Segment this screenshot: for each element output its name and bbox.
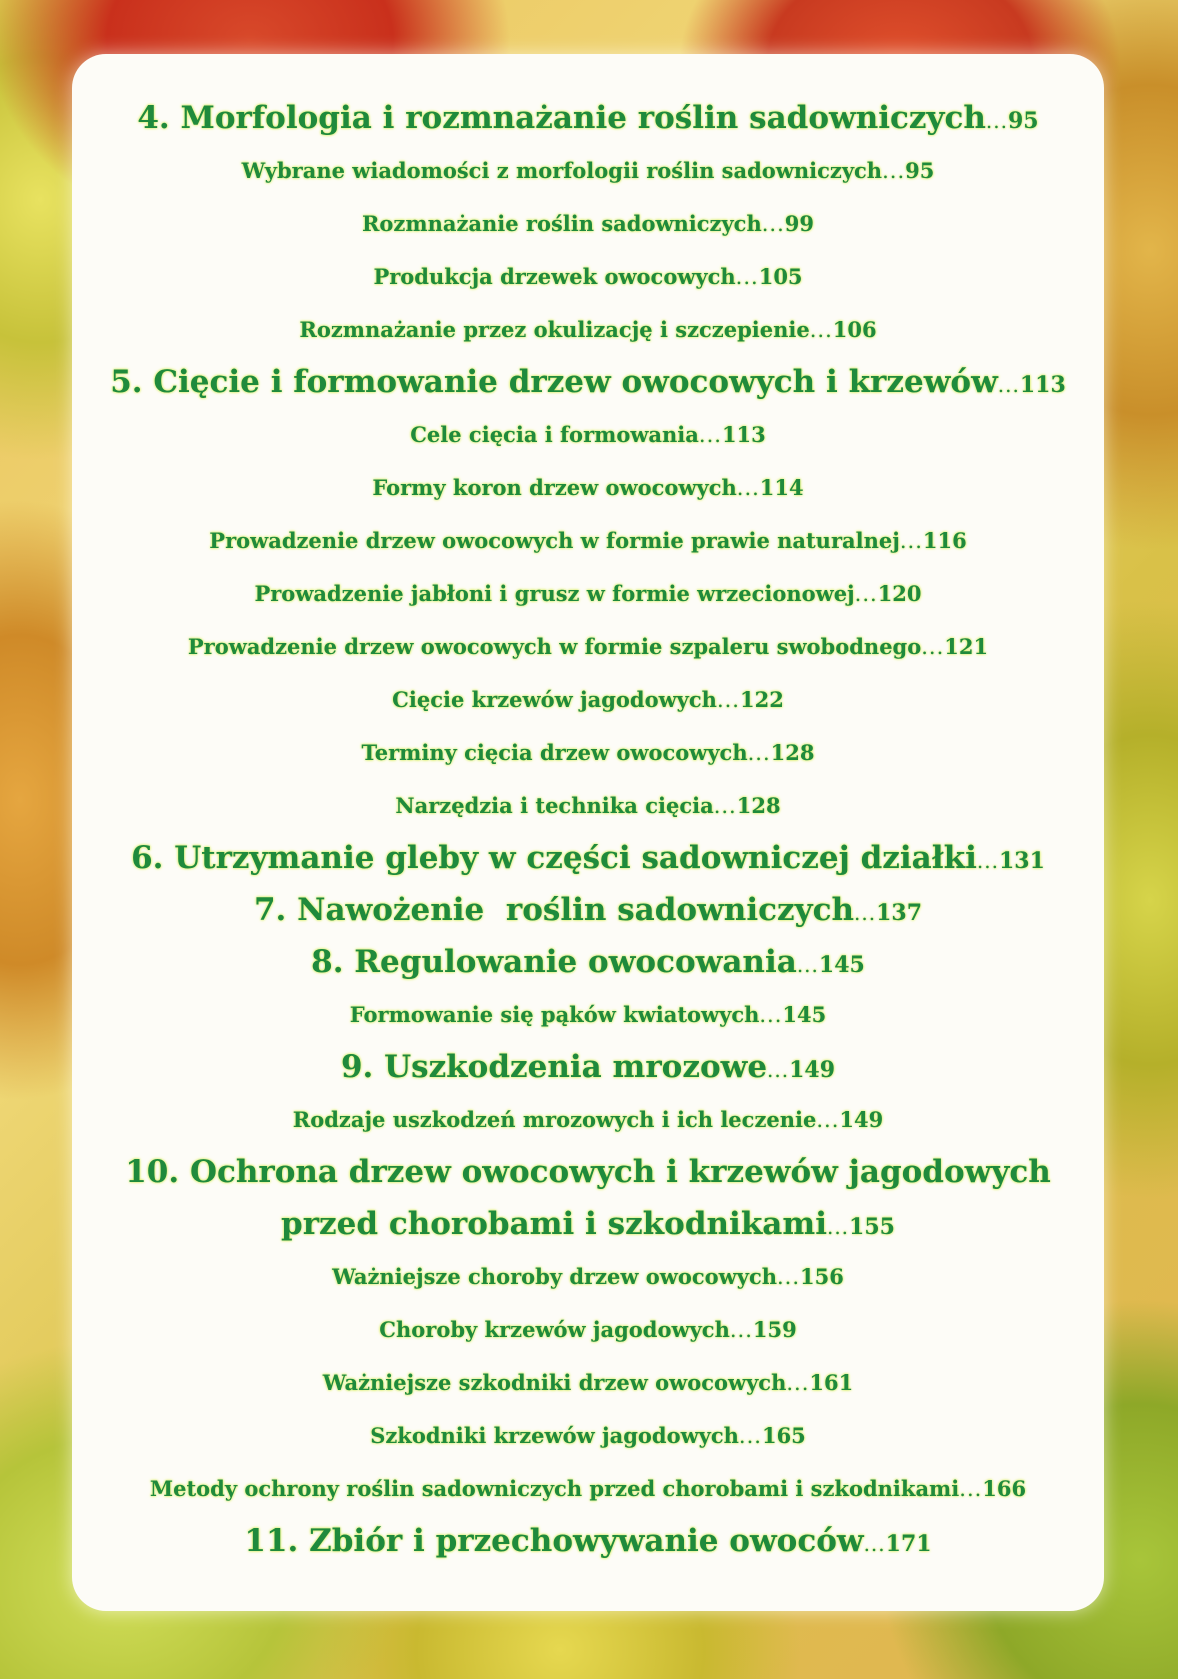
toc-page-number: 155	[849, 1214, 895, 1240]
toc-entry	[72, 408, 1104, 461]
toc-leader: ...	[729, 1318, 753, 1342]
toc-entry	[72, 144, 1104, 197]
toc-page-number: 166	[982, 1476, 1027, 1501]
toc-entry-title: Metody ochrony roślin sadowniczych przed chorobami i szkodnikami	[149, 1476, 960, 1501]
toc-page-number: 171	[885, 1531, 932, 1557]
toc-entry-title: Terminy cięcia drzew owocowych	[361, 740, 748, 765]
toc-leader: ...	[767, 1058, 790, 1082]
toc-page-number: 128	[770, 740, 815, 765]
toc-leader: ...	[959, 1477, 983, 1501]
toc-leader: ...	[777, 1265, 801, 1289]
toc-leader: ...	[854, 901, 877, 925]
toc-leader: ...	[738, 1424, 762, 1448]
toc-page-number: 149	[789, 1057, 836, 1083]
toc-entry	[72, 620, 1104, 673]
toc-leader: ...	[747, 741, 771, 765]
toc-page-number: 165	[761, 1423, 806, 1448]
toc-entry-title: 5. Cięcie i formowanie drzew owocowych i krzewów	[110, 364, 998, 400]
toc-page-number: 105	[758, 264, 803, 289]
toc-entry	[72, 832, 1104, 884]
toc-leader: ...	[985, 109, 1008, 133]
toc-entry	[72, 1356, 1104, 1409]
toc-entry	[72, 197, 1104, 250]
toc-page-number: 145	[782, 1002, 827, 1027]
toc-entry-title: Prowadzenie drzew owocowych w formie szpaleru swobodnego	[187, 634, 922, 659]
toc-entry-title: Ważniejsze choroby drzew owocowych	[332, 1264, 777, 1289]
toc-page-number: 149	[839, 1107, 884, 1132]
toc-entry-title: Rozmnażanie przez okulizację i szczepienie	[299, 317, 810, 342]
toc-leader: ...	[796, 953, 819, 977]
toc-entry	[72, 779, 1104, 832]
toc-page-number: 122	[739, 687, 784, 712]
toc-page-number: 161	[809, 1370, 854, 1395]
toc-entry	[72, 461, 1104, 514]
toc-page-number: 159	[752, 1317, 797, 1342]
toc-entry-title: Formy koron drzew owocowych	[372, 475, 737, 500]
toc-entry	[72, 1093, 1104, 1146]
toc-entry	[72, 1462, 1104, 1515]
toc-entry	[72, 1303, 1104, 1356]
toc-page-number: 120	[877, 581, 922, 606]
toc-entry-title: Szkodniki krzewów jagodowych	[370, 1423, 739, 1448]
toc-page-number: 113	[721, 422, 766, 447]
toc-entry-title: 9. Uszkodzenia mrozowe	[340, 1049, 768, 1085]
toc-entry-title: Wybrane wiadomości z morfologii roślin sadowniczych	[241, 158, 883, 183]
toc-leader: ...	[863, 1532, 886, 1556]
toc-entry-title: Cięcie krzewów jagodowych	[392, 687, 717, 712]
toc-entry	[72, 1041, 1104, 1093]
toc-page-number: 106	[832, 317, 877, 342]
toc-entry-title: 4. Morfologia i rozmnażanie roślin sadowniczych	[137, 100, 986, 136]
toc-page-number: 137	[876, 900, 923, 926]
toc-leader: ...	[698, 423, 722, 447]
toc-entry-title: 7. Nawożenie roślin sadowniczych	[253, 892, 855, 928]
toc-entry	[72, 1250, 1104, 1303]
toc-page-number: 99	[784, 211, 815, 236]
toc-page-number: 95	[1008, 108, 1039, 134]
table-of-contents	[72, 92, 1104, 1567]
toc-leader: ...	[882, 159, 906, 183]
toc-entry	[72, 673, 1104, 726]
toc-leader: ...	[761, 212, 785, 236]
toc-entry-title: Ważniejsze szkodniki drzew owocowych	[322, 1370, 787, 1395]
toc-entry	[72, 1198, 1104, 1250]
toc-entry-title: Prowadzenie drzew owocowych w formie prawie naturalnej	[209, 528, 900, 553]
toc-entry	[72, 726, 1104, 779]
toc-entry-title: Narzędzia i technika cięcia	[395, 793, 714, 818]
toc-page-number: 156	[800, 1264, 844, 1289]
toc-entry	[72, 884, 1104, 936]
toc-leader: ...	[809, 318, 833, 342]
toc-entry	[72, 514, 1104, 567]
toc-leader: ...	[899, 529, 923, 553]
toc-entry-title: Prowadzenie jabłoni i grusz w formie wrzecionowej	[254, 581, 855, 606]
toc-leader: ...	[736, 476, 760, 500]
toc-entry	[72, 1146, 1104, 1198]
toc-entry	[72, 988, 1104, 1041]
toc-page-number: 95	[905, 158, 935, 183]
toc-entry-title: przed chorobami i szkodnikami	[281, 1206, 827, 1242]
toc-leader: ...	[716, 688, 740, 712]
toc-entry-title: Rodzaje uszkodzeń mrozowych i ich leczenie	[292, 1107, 817, 1132]
toc-entry-title: Cele cięcia i formowania	[410, 422, 699, 447]
toc-leader: ...	[759, 1003, 783, 1027]
toc-entry	[72, 303, 1104, 356]
toc-page-number: 116	[922, 528, 967, 553]
toc-leader: ...	[735, 265, 759, 289]
toc-entry	[72, 92, 1104, 144]
toc-entry-title: Produkcja drzewek owocowych	[373, 264, 736, 289]
toc-leader: ...	[997, 373, 1020, 397]
toc-entry	[72, 356, 1104, 408]
toc-leader: ...	[826, 1215, 850, 1239]
toc-entry	[72, 250, 1104, 303]
toc-entry-title: 8. Regulowanie owocowania	[311, 944, 797, 980]
toc-leader: ...	[816, 1108, 840, 1132]
toc-leader: ...	[713, 794, 737, 818]
toc-leader: ...	[976, 849, 999, 873]
toc-page-number: 114	[759, 475, 804, 500]
toc-entry-title: Choroby krzewów jagodowych	[379, 1317, 730, 1342]
toc-page-number: 128	[736, 793, 781, 818]
toc-entry-title: 11. Zbiór i przechowywanie owoców	[244, 1523, 864, 1559]
toc-page-number: 113	[1019, 372, 1066, 398]
toc-entry-title: 6. Utrzymanie gleby w części sadowniczej działki	[131, 840, 977, 876]
toc-entry	[72, 567, 1104, 620]
toc-entry-title: 10. Ochrona drzew owocowych i krzewów jagodowych	[125, 1154, 1051, 1190]
toc-page-number: 131	[998, 848, 1045, 874]
toc-leader: ...	[854, 582, 878, 606]
toc-entry-title: Rozmnażanie roślin sadowniczych	[361, 211, 762, 236]
toc-leader: ...	[786, 1371, 810, 1395]
toc-entry	[72, 936, 1104, 988]
toc-entry	[72, 1515, 1104, 1567]
toc-entry	[72, 1409, 1104, 1462]
toc-page-number: 145	[818, 952, 865, 978]
toc-entry-title: Formowanie się pąków kwiatowych	[349, 1002, 760, 1027]
toc-leader: ...	[921, 635, 945, 659]
toc-page-number: 121	[944, 634, 989, 659]
